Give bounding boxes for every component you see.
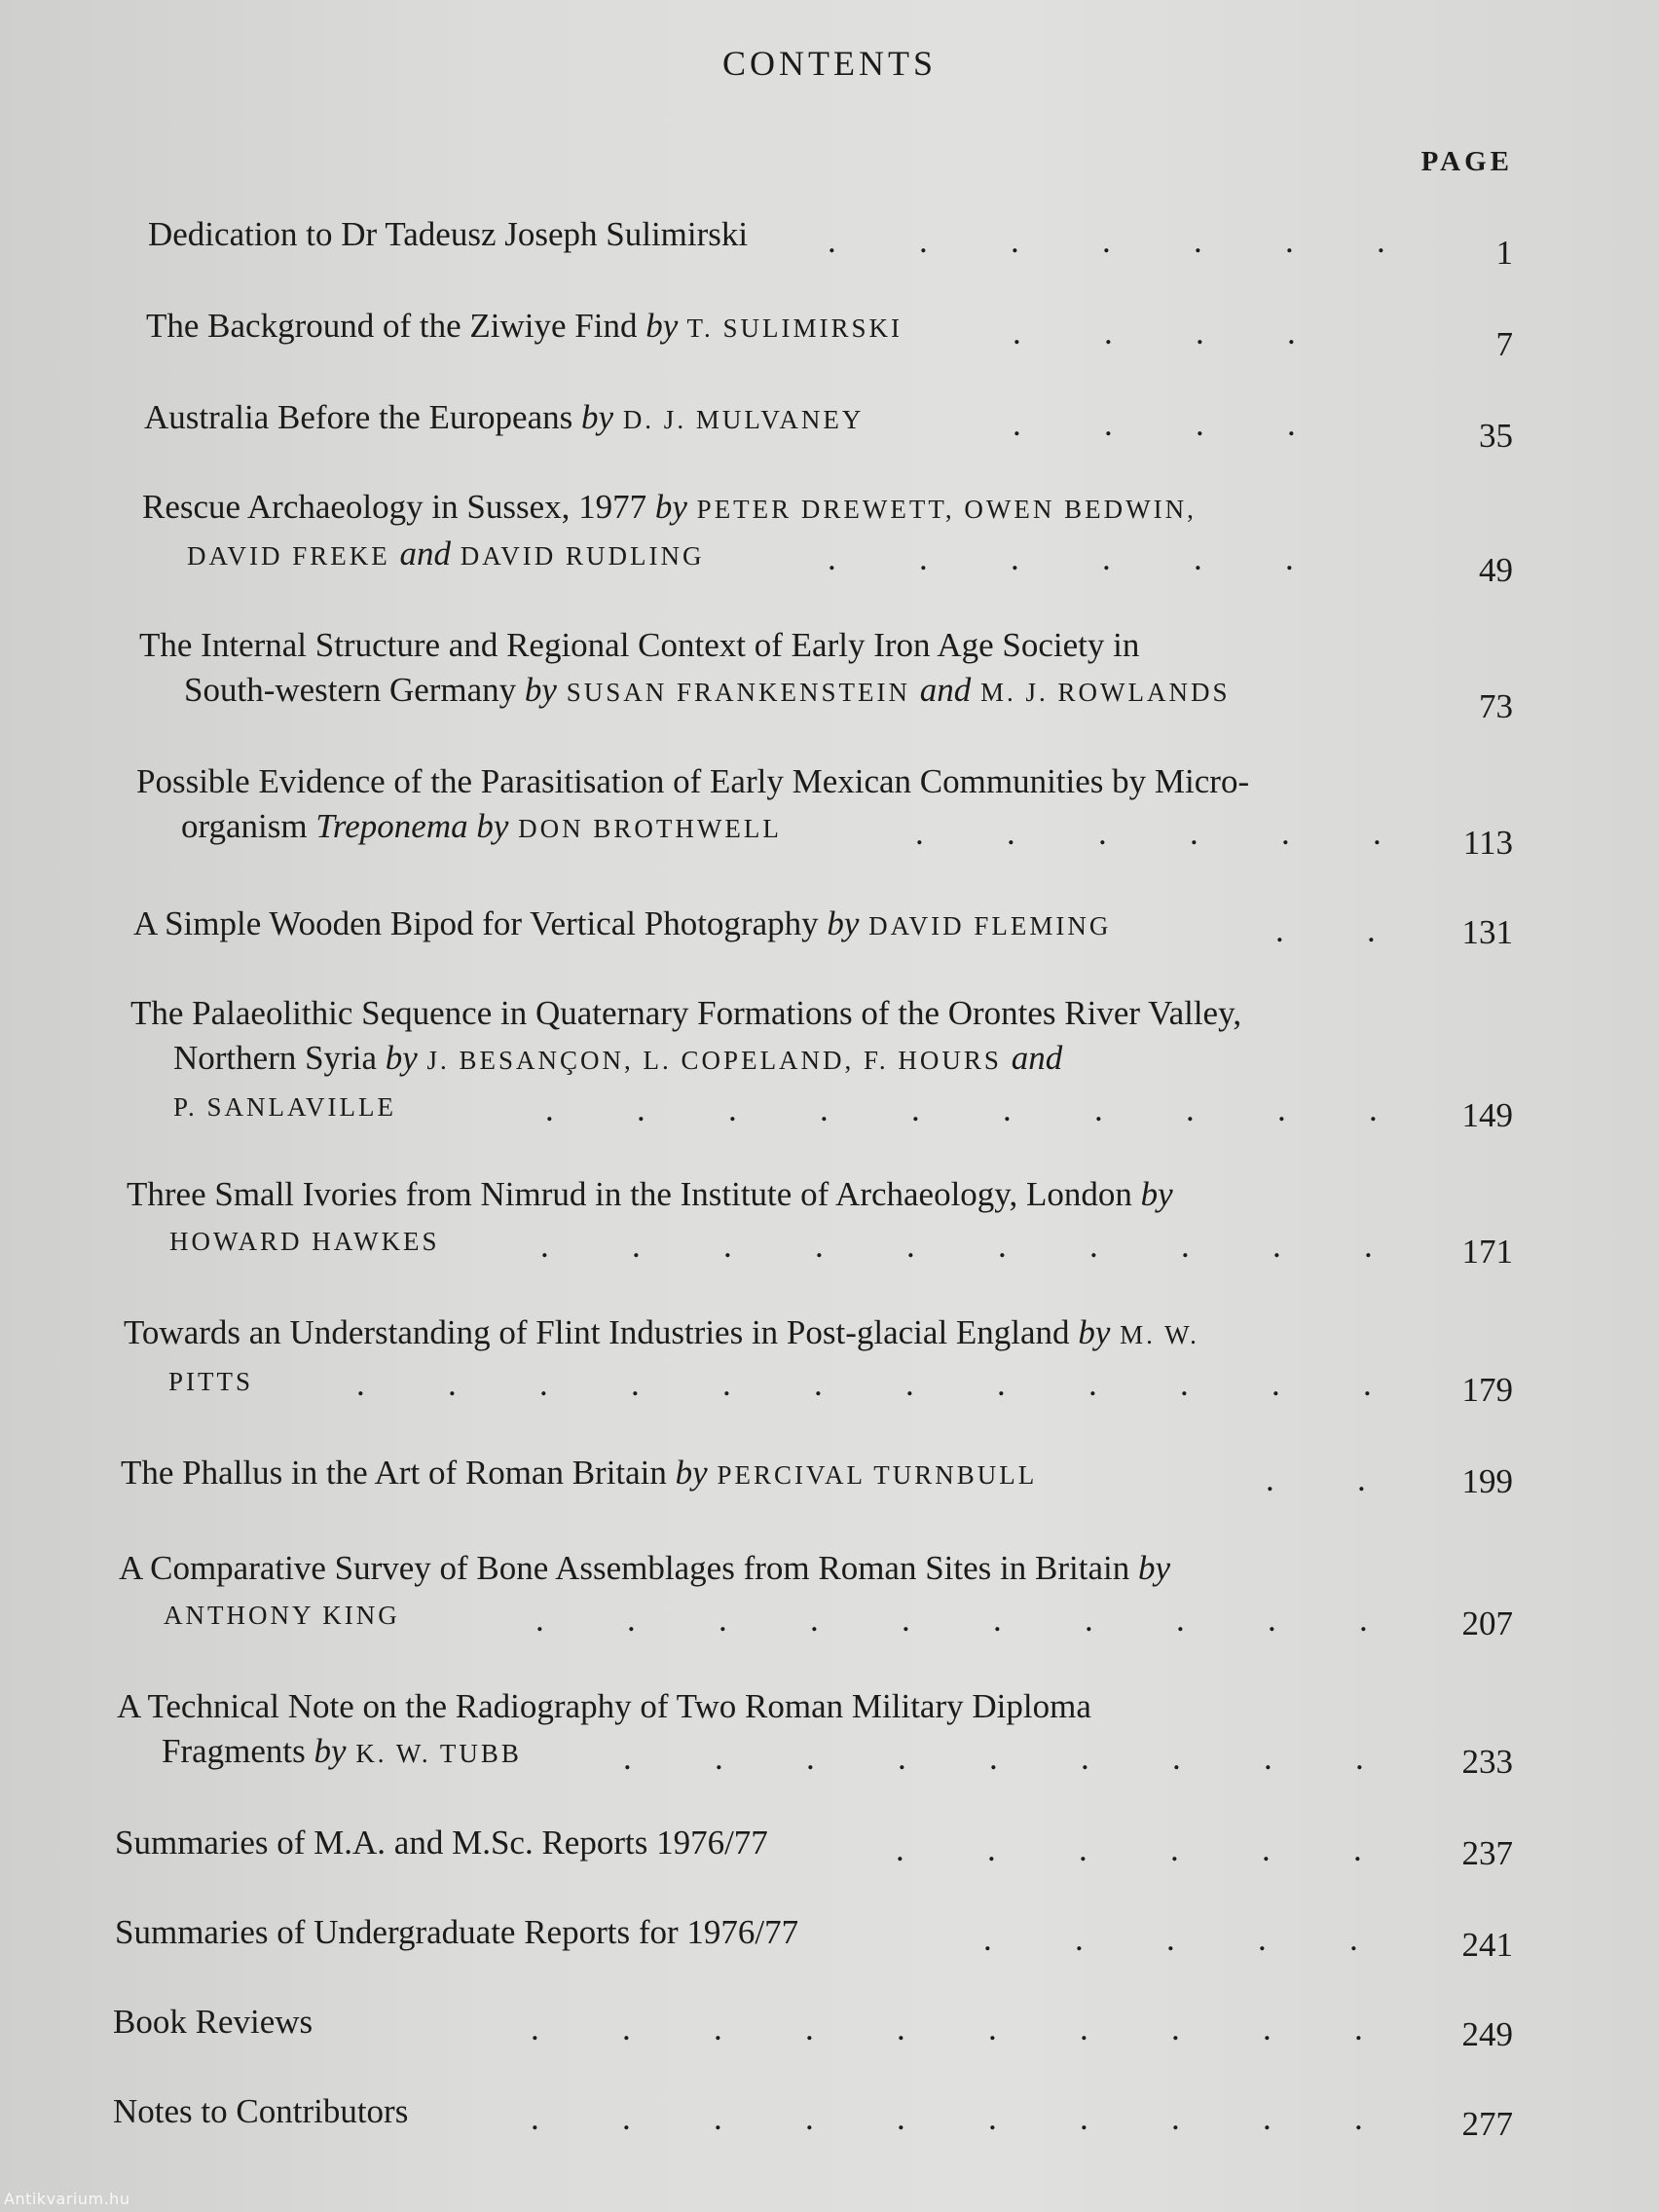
toc-entry-line [164, 1591, 1659, 1638]
page-number: 237 [1461, 1834, 1513, 1872]
author-name: DAVID FLEMING [859, 911, 1112, 940]
entry-title-text: Book Reviews [113, 2003, 313, 2041]
toc-entry-line [115, 1821, 1659, 1865]
toc-entry-line [162, 1729, 1659, 1776]
author-name: D. J. MULVANEY [613, 405, 865, 434]
entry-title-text: A Technical Note on the Radiography of Two Roman Military Diploma [117, 1687, 1091, 1725]
toc-entry-line [136, 759, 1659, 804]
italic-text: by [1137, 1549, 1171, 1587]
page-number: 149 [1461, 1096, 1513, 1134]
author-name: T. SULIMIRSKI [678, 313, 903, 343]
toc-entry-line [148, 212, 1659, 257]
toc-entry [0, 623, 1659, 715]
toc-entry [0, 395, 1659, 442]
italic-text: and [399, 535, 452, 572]
entry-title-text: A Simple Wooden Bipod for Vertical Photography [133, 904, 828, 942]
page-number: 249 [1461, 2015, 1513, 2053]
page-column-label: PAGE [1420, 146, 1513, 177]
entry-title-text: Summaries of Undergraduate Reports for 1976/77 [115, 1913, 799, 1951]
italic-text: by [313, 1732, 347, 1770]
page-number: 49 [1479, 551, 1513, 589]
page-number: 131 [1461, 913, 1513, 951]
italic-text: by [476, 807, 509, 845]
toc-entry [0, 1310, 1659, 1404]
page-number: 277 [1461, 2105, 1513, 2143]
italic-text: by [645, 307, 679, 345]
toc-entry-line [139, 623, 1659, 668]
toc-entry-line [113, 2000, 1659, 2045]
entry-title-text: South-western Germany [184, 671, 525, 709]
page-number: 233 [1461, 1743, 1513, 1781]
author-name: M. W. [1110, 1320, 1199, 1349]
entry-title-text: Fragments [162, 1732, 314, 1770]
toc-entry [0, 212, 1659, 257]
author-name: PERCIVAL TURNBULL [707, 1460, 1038, 1490]
toc-entry-line [142, 485, 1659, 532]
toc-entry-line [124, 1310, 1659, 1357]
entry-title-text: Notes to Contributors [113, 2092, 409, 2130]
entry-title-text: Northern Syria [173, 1039, 386, 1077]
toc-entry [0, 1684, 1659, 1776]
author-name: K. W. TUBB [346, 1739, 522, 1768]
toc-entry [0, 1172, 1659, 1264]
watermark: Antikvarium.hu [4, 2190, 130, 2208]
author-name: M. J. ROWLANDS [971, 678, 1231, 707]
toc-entry [0, 1546, 1659, 1638]
toc-entry-line [144, 395, 1659, 442]
author-name: ANTHONY KING [164, 1601, 400, 1630]
page-number: 7 [1495, 325, 1513, 363]
author-name: DAVID FREKE [187, 541, 400, 571]
italic-text: and [919, 671, 972, 709]
book-page: CONTENTS PAGE . . . . . . . Dedication to Dr Tadeusz Joseph Sulimirski 1 . . . . The Background of the Ziwiye Find by T. SULIMIRSKI 7 . . . . Australia Before the Europeans by D. J. MULVANEY 35 . . . . . . Rescue Archaeology in Sussex, 1977 by PETER DREWETT, OWEN BEDWIN, DAVID FREKE and DAVID RUDLING 49 The Internal Structure and Regional Context of Early Iron Age Society in South-western Germany by SUSAN FRANKENSTEIN and M. J. ROWLANDS 73 . . . . . . Possible Evidence of the Parasitisation of Early Mexican Communities by Micro- organism Treponema by DON BROTHWELL 113 . . A Simple Wooden Bipod for Vertical Photography by DAVID FLEMING 131 . . . . . . . . . . The Palaeolithic Sequence in Quaternary Formations of the Orontes River Valley, Northern Syria by J. BESANÇON, L. COPELAND, F. HOURS and P. SANLAVILLE 149 . . . . . . . . . . Three Small Ivories from Nimrud in the Institute of Archaeology, London by HOWARD HAWKES 171 . . . . . . . . . . . . Towards an Understanding of Flint Industries in Post-glacial England by M. W. PITTS 179 . . The Phallus in the Art of Roman Britain by PERCIVAL TURNBULL 199 . . . . . . . . . . A Comparative Survey of Bone Assemblages from Roman Sites in Britain by ANTHONY KING 207 . . . . . . . . . A Technical Note on the Radiography of Two Roman Military Diploma Fragments by K. W. TUBB 233 . . . . . . Summaries of M.A. and M.Sc. Reports 1976/77 237 . . . . . Summaries of Undergraduate Reports for 1976/77 241 . . . . . . . . . . Book Reviews 249 . . . . . . . . . . Notes to Contributors 277 Antikvarium.hu [0, 0, 1659, 2212]
toc-entry-line [121, 1451, 1659, 1497]
page-number: 1 [1495, 234, 1513, 272]
italic-text: Treponema [315, 807, 468, 845]
toc-entry-line [168, 1357, 1659, 1404]
toc-entry [0, 1451, 1659, 1497]
author-name: HOWARD HAWKES [169, 1227, 440, 1256]
italic-text: and [1011, 1039, 1063, 1077]
italic-text: by [581, 398, 614, 436]
toc-entry-line [119, 1546, 1659, 1591]
page-number: 207 [1461, 1604, 1513, 1642]
toc-entry-line [173, 1083, 1659, 1129]
author-name: DON BROTHWELL [508, 814, 782, 843]
page-number: 73 [1479, 687, 1513, 725]
italic-text: by [1078, 1313, 1111, 1351]
toc-entry-line [113, 2089, 1659, 2134]
page-title: CONTENTS [722, 44, 937, 83]
entry-title-text: The Background of the Ziwiye Find [146, 307, 646, 345]
toc-entry-line [169, 1217, 1659, 1264]
entry-title-text: The Phallus in the Art of Roman Britain [121, 1454, 676, 1492]
author-name: P. SANLAVILLE [173, 1092, 397, 1122]
toc-entry [0, 902, 1659, 948]
toc-entry-line [173, 1036, 1659, 1083]
toc-entry [0, 1821, 1659, 1865]
entry-title-text: Possible Evidence of the Parasitisation of Early Mexican Communities by Micro- [136, 762, 1250, 800]
italic-text: by [827, 904, 860, 942]
author-name: DAVID RUDLING [451, 541, 705, 571]
page-number: 179 [1461, 1371, 1513, 1409]
entry-title-text: A Comparative Survey of Bone Assemblages from Roman Sites in Britain [119, 1549, 1138, 1587]
author-name: J. BESANÇON, L. COPELAND, F. HOURS [417, 1046, 1012, 1075]
entry-title-text: organism [181, 807, 316, 845]
toc-entry-line [184, 668, 1659, 715]
entry-title-text: The Palaeolithic Sequence in Quaternary Formations of the Orontes River Valley, [130, 994, 1242, 1032]
toc-entry-line [130, 991, 1659, 1036]
toc-entry [0, 759, 1659, 851]
author-name: PITTS [168, 1367, 254, 1396]
toc-entry-line [115, 1910, 1659, 1955]
entry-title-text: Rescue Archaeology in Sussex, 1977 [142, 488, 655, 526]
toc-entry-line [127, 1172, 1659, 1217]
toc-entry-line [133, 902, 1659, 948]
entry-title-text: The Internal Structure and Regional Context of Early Iron Age Society in [139, 626, 1140, 664]
toc-entry [0, 485, 1659, 578]
italic-text: by [524, 671, 557, 709]
toc-entry [0, 2000, 1659, 2045]
toc-entry [0, 304, 1659, 350]
italic-text: by [385, 1039, 418, 1077]
entry-title-text: Three Small Ivories from Nimrud in the Institute of Archaeology, London [127, 1175, 1141, 1213]
toc-entry [0, 2089, 1659, 2134]
page-number: 199 [1461, 1462, 1513, 1500]
author-name: SUSAN FRANKENSTEIN [556, 678, 920, 707]
italic-text: by [1140, 1175, 1173, 1213]
entry-title-text: Dedication to Dr Tadeusz Joseph Sulimirski [148, 215, 749, 253]
toc-entry [0, 991, 1659, 1129]
italic-text: by [675, 1454, 708, 1492]
entry-title-text: Summaries of M.A. and M.Sc. Reports 1976/77 [115, 1824, 768, 1862]
italic-text: by [654, 488, 687, 526]
toc-entry [0, 1910, 1659, 1955]
toc-entry-line [117, 1684, 1659, 1729]
page-number: 171 [1461, 1233, 1513, 1271]
toc-entry-line [146, 304, 1659, 350]
page-number: 113 [1462, 824, 1513, 862]
toc-entry-line [187, 532, 1659, 578]
page-number: 241 [1461, 1926, 1513, 1964]
author-name: PETER DREWETT, OWEN BEDWIN, [686, 495, 1197, 524]
entry-title-text: Towards an Understanding of Flint Industries in Post-glacial England [124, 1313, 1079, 1351]
toc-entry-line [181, 804, 1659, 851]
page-number: 35 [1479, 417, 1513, 455]
entry-title-text: Australia Before the Europeans [144, 398, 582, 436]
